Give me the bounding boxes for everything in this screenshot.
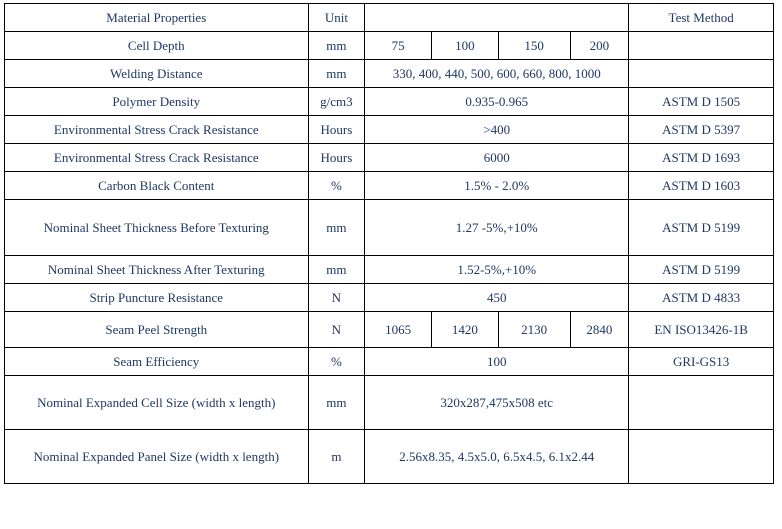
row-value: 330, 400, 440, 500, 600, 660, 800, 1000 — [365, 60, 629, 88]
row-test-method: ASTM D 5199 — [629, 256, 774, 284]
row-value: 2.56x8.35, 4.5x5.0, 6.5x4.5, 6.1x2.44 — [365, 430, 629, 484]
row-test-method — [629, 60, 774, 88]
row-value: 0.935-0.965 — [365, 88, 629, 116]
row-property: Seam Peel Strength — [5, 312, 309, 348]
header-property: Material Properties — [5, 4, 309, 32]
row-property: Strip Puncture Resistance — [5, 284, 309, 312]
row-property: Carbon Black Content — [5, 172, 309, 200]
row-property: Nominal Expanded Cell Size (width x length) — [5, 376, 309, 430]
row-test-method: GRI-GS13 — [629, 348, 774, 376]
row-test-method — [629, 430, 774, 484]
row-unit: mm — [308, 60, 365, 88]
row-test-method: ASTM D 1693 — [629, 144, 774, 172]
row-value: 6000 — [365, 144, 629, 172]
row-value: 1420 — [431, 312, 498, 348]
table-row — [5, 60, 774, 88]
table-row — [5, 312, 774, 348]
row-property: Cell Depth — [5, 32, 309, 60]
row-value: 1.5% - 2.0% — [365, 172, 629, 200]
row-property: Environmental Stress Crack Resistance — [5, 116, 309, 144]
row-value: 100 — [431, 32, 498, 60]
header-values — [365, 4, 629, 32]
table-row — [5, 144, 774, 172]
table-row — [5, 430, 774, 484]
table-row — [5, 376, 774, 430]
row-value: 2130 — [498, 312, 570, 348]
row-value: 200 — [570, 32, 629, 60]
row-value: >400 — [365, 116, 629, 144]
row-unit: % — [308, 172, 365, 200]
row-test-method: ASTM D 5199 — [629, 200, 774, 256]
row-unit: mm — [308, 200, 365, 256]
row-test-method — [629, 376, 774, 430]
row-test-method: EN ISO13426-1B — [629, 312, 774, 348]
row-unit: Hours — [308, 144, 365, 172]
row-unit: N — [308, 284, 365, 312]
row-property: Environmental Stress Crack Resistance — [5, 144, 309, 172]
row-property: Nominal Sheet Thickness Before Texturing — [5, 200, 309, 256]
row-property: Welding Distance — [5, 60, 309, 88]
row-value: 2840 — [570, 312, 629, 348]
row-unit: m — [308, 430, 365, 484]
row-value: 450 — [365, 284, 629, 312]
table-row — [5, 200, 774, 256]
header-unit: Unit — [308, 4, 365, 32]
header-test-method: Test Method — [629, 4, 774, 32]
row-unit: mm — [308, 256, 365, 284]
row-test-method: ASTM D 1603 — [629, 172, 774, 200]
row-unit: g/cm3 — [308, 88, 365, 116]
table-row — [5, 32, 774, 60]
row-property: Seam Efficiency — [5, 348, 309, 376]
row-unit: N — [308, 312, 365, 348]
row-unit: % — [308, 348, 365, 376]
row-test-method: ASTM D 5397 — [629, 116, 774, 144]
row-test-method: ASTM D 1505 — [629, 88, 774, 116]
material-properties-table — [4, 3, 774, 484]
row-property: Nominal Expanded Panel Size (width x length) — [5, 430, 309, 484]
row-value: 1.27 -5%,+10% — [365, 200, 629, 256]
table-header-row — [5, 4, 774, 32]
row-value: 100 — [365, 348, 629, 376]
row-unit: mm — [308, 32, 365, 60]
table-row — [5, 256, 774, 284]
row-value: 1065 — [365, 312, 432, 348]
row-property: Polymer Density — [5, 88, 309, 116]
row-value: 75 — [365, 32, 432, 60]
row-unit: mm — [308, 376, 365, 430]
row-test-method: ASTM D 4833 — [629, 284, 774, 312]
row-test-method — [629, 32, 774, 60]
table-row — [5, 88, 774, 116]
table-row — [5, 348, 774, 376]
table-row — [5, 116, 774, 144]
table-row — [5, 284, 774, 312]
properties-table-wrapper — [4, 3, 774, 484]
table-row — [5, 172, 774, 200]
row-value: 150 — [498, 32, 570, 60]
row-property: Nominal Sheet Thickness After Texturing — [5, 256, 309, 284]
row-value: 320x287,475x508 etc — [365, 376, 629, 430]
row-value: 1.52-5%,+10% — [365, 256, 629, 284]
row-unit: Hours — [308, 116, 365, 144]
